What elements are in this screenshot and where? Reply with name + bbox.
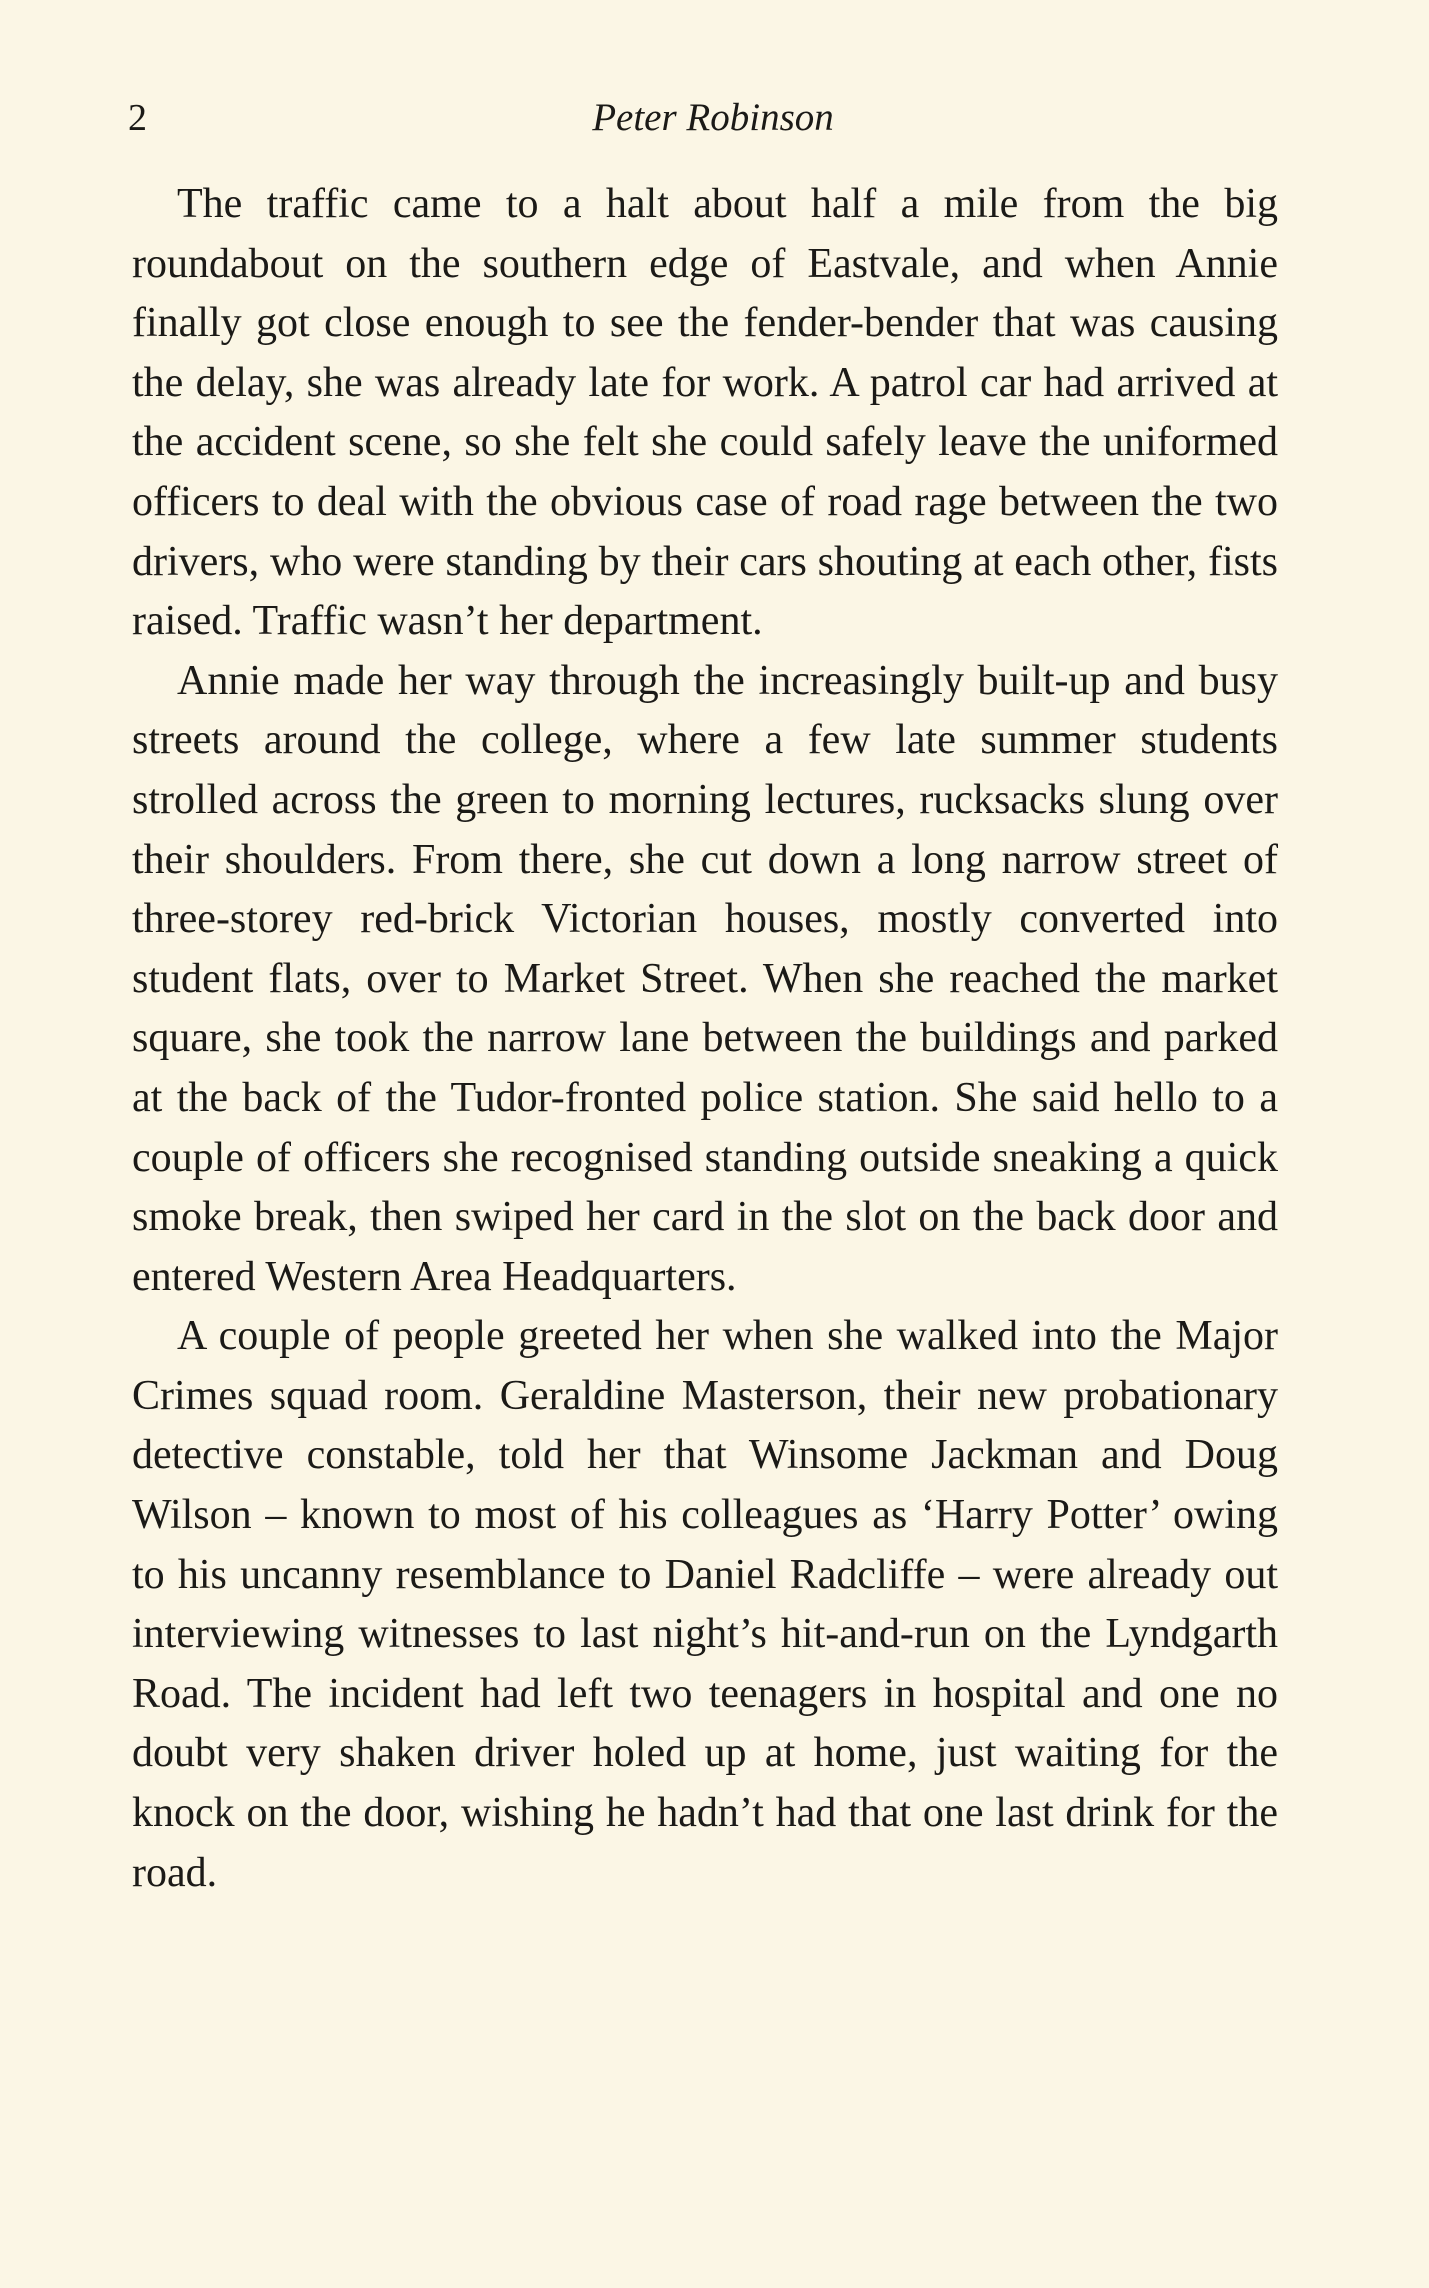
paragraph-3: A couple of people greeted her when she walked into the Major Crimes squad room. Geraldine Masterson, their new probationary detective constable, told her that Winsome Jackman and Doug Wilson – known to most of his colleagues as ‘Harry Potter’ owing to his uncanny resemblance to Daniel Radcliffe – were already out interviewing witnesses to last night’s hit-and-run on the Lyndgarth Road. The incident had left two teenagers in hospital and one no doubt very shaken driver holed up at home, just waiting for the knock on the door, wishing he hadn’t had that one last drink for the road. (132, 1313, 1278, 1896)
paragraph-2: Annie made her way through the increasingly built-up and busy streets around the college, where a few late summer students strolled across the green to morning lectures, rucksacks slung over their shoulders. From there, she cut down a long narrow street of three-storey red-brick Victorian houses, mostly converted into student flats, over to Market Street. When she reached the market square, she took the narrow lane between the buildings and parked at the back of the Tudor-fronted police station. She said hello to a couple of officers she recognised standing outside sneaking a quick smoke break, then swiped her card in the slot on the back door and entered Western Area Headquarters. (132, 657, 1278, 1300)
page-number: 2 (128, 97, 148, 139)
running-head-author: Peter Robinson (592, 96, 834, 139)
page-header (128, 88, 1278, 148)
paragraph-1: The traffic came to a halt about half a mile from the big roundabout on the southern edge of Eastvale, and when Annie finally got close enough to see the fender-bender that was causing the delay, she was already late for work. A patrol car had arrived at the accident scene, so she felt she could safely leave the uniformed officers to deal with the obvious case of road rage between the two drivers, who were standing by their cars shouting at each other, fists raised. Traffic wasn’t her department. (132, 181, 1278, 645)
body-text (132, 175, 1278, 1903)
